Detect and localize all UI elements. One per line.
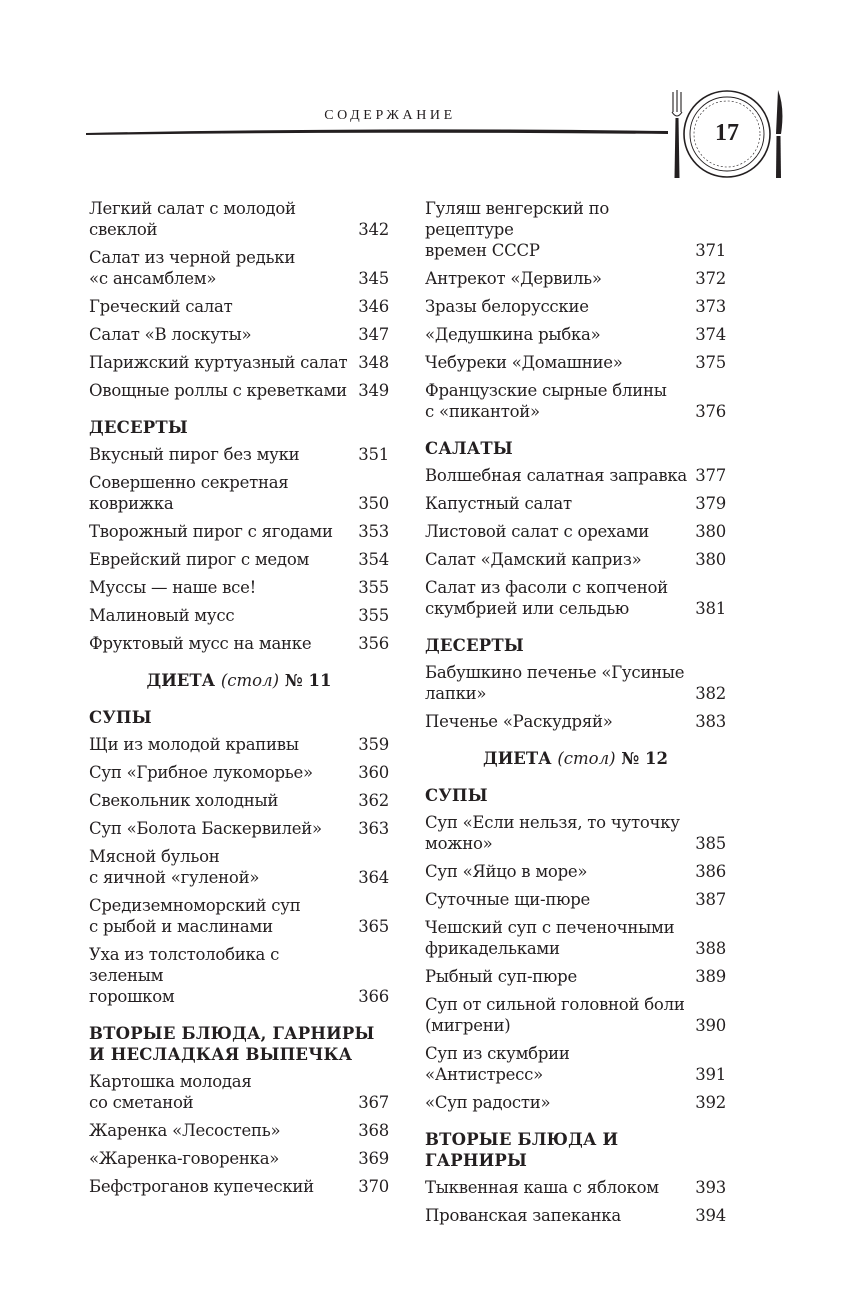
- toc-entry-title: Щи из молодой крапивы: [89, 735, 299, 754]
- section-heading: ДЕСЕРТЫ: [89, 418, 188, 437]
- toc-entry-page: 362: [358, 791, 389, 810]
- toc-entry-title: Салат из черной редьки «с ансамблем»: [89, 248, 296, 288]
- toc-entry[interactable]: [89, 944, 389, 1007]
- toc-entry-page: 379: [695, 494, 726, 513]
- toc-entry[interactable]: [425, 521, 726, 542]
- toc-entry[interactable]: [425, 1043, 726, 1085]
- toc-entry-page: 394: [695, 1206, 726, 1225]
- toc-entry[interactable]: [425, 812, 726, 854]
- toc-entry[interactable]: [89, 895, 389, 937]
- toc-entry[interactable]: [89, 1148, 389, 1169]
- toc-entry-page: 351: [358, 445, 389, 464]
- toc-entry-title: Уха из толстолобика с зеленым горошком: [89, 945, 280, 1006]
- toc-entry-title: Суп «Если нельзя, то чуточку можно»: [425, 813, 680, 853]
- toc-entry-title: Муссы — наше все!: [89, 578, 257, 597]
- toc-entry-page: 372: [695, 269, 726, 288]
- toc-entry-page: 350: [358, 494, 389, 513]
- toc-entry-page: 392: [695, 1093, 726, 1112]
- toc-entry-page: 354: [358, 550, 389, 569]
- toc-entry-title: Рыбный суп-пюре: [425, 967, 578, 986]
- toc-entry-page: 359: [358, 735, 389, 754]
- toc-entry-page: 347: [358, 325, 389, 344]
- toc-entry[interactable]: [89, 577, 389, 598]
- toc-entry-page: 381: [695, 599, 726, 618]
- toc-left-column: [89, 198, 389, 1204]
- toc-entry-title: Зразы белорусские: [425, 297, 589, 316]
- toc-entry[interactable]: [425, 493, 726, 514]
- toc-entry[interactable]: [89, 1120, 389, 1141]
- toc-entry[interactable]: [89, 790, 389, 811]
- toc-entry-page: 383: [695, 712, 726, 731]
- toc-entry-title: Французские сырные блины с «пикантой»: [425, 381, 667, 421]
- toc-entry[interactable]: [425, 549, 726, 570]
- toc-entry[interactable]: [89, 633, 389, 654]
- diet-table-note: (стол): [220, 671, 280, 690]
- toc-entry-title: Волшебная салатная заправка: [425, 466, 688, 485]
- toc-entry-page: 376: [695, 402, 726, 421]
- toc-entry-title: Листовой салат с орехами: [425, 522, 650, 541]
- toc-entry-title: Антрекот «Дервиль»: [425, 269, 602, 288]
- toc-entry[interactable]: [89, 380, 389, 401]
- toc-entry-page: 348: [358, 353, 389, 372]
- toc-entry[interactable]: [425, 380, 726, 422]
- toc-entry[interactable]: [425, 1205, 726, 1226]
- section-heading: САЛАТЫ: [425, 439, 513, 458]
- toc-entry[interactable]: [89, 352, 389, 373]
- toc-entry-page: 390: [695, 1016, 726, 1035]
- toc-entry[interactable]: [89, 549, 389, 570]
- toc-entry-title: Суп от сильной головной боли (мигрени): [425, 995, 685, 1035]
- toc-entry-page: 373: [695, 297, 726, 316]
- toc-entry[interactable]: [425, 324, 726, 345]
- diet-heading: [425, 748, 726, 769]
- toc-entry-title: Греческий салат: [89, 297, 233, 316]
- toc-entry[interactable]: [425, 465, 726, 486]
- toc-entry[interactable]: [425, 966, 726, 987]
- diet-label: ДИЕТА: [146, 671, 221, 690]
- toc-entry-title: «Дедушкина рыбка»: [425, 325, 601, 344]
- toc-entry-page: 391: [695, 1065, 726, 1084]
- toc-entry[interactable]: [89, 324, 389, 345]
- toc-entry-title: Салат из фасоли с копченой скумбрией или сельдью: [425, 578, 668, 618]
- toc-entry[interactable]: [425, 1092, 726, 1113]
- toc-entry-title: Тыквенная каша с яблоком: [425, 1178, 659, 1197]
- toc-entry-page: 393: [695, 1178, 726, 1197]
- toc-entry-page: 385: [695, 834, 726, 853]
- toc-entry-page: 389: [695, 967, 726, 986]
- toc-entry[interactable]: [425, 296, 726, 317]
- toc-entry-title: Печенье «Раскудряй»: [425, 712, 613, 731]
- toc-entry-title: «Суп радости»: [425, 1093, 551, 1112]
- diet-label: ДИЕТА: [483, 749, 558, 768]
- toc-entry[interactable]: [89, 1176, 389, 1197]
- toc-entry-page: 355: [358, 606, 389, 625]
- toc-entry-title: Гуляш венгерский по рецептуре времен СССР: [425, 199, 610, 260]
- toc-entry-title: Совершенно секретная коврижка: [89, 473, 289, 513]
- running-head: СОДЕРЖАНИЕ: [324, 108, 456, 123]
- toc-entry-title: Картошка молодая со сметаной: [89, 1072, 252, 1112]
- toc-entry[interactable]: [89, 521, 389, 542]
- diet-number: № 12: [615, 749, 668, 768]
- section-heading: СУПЫ: [89, 708, 152, 727]
- toc-right-column: [425, 198, 726, 1233]
- toc-entry-title: Суп «Болота Баскервилей»: [89, 819, 322, 838]
- toc-entry[interactable]: [425, 711, 726, 732]
- toc-entry[interactable]: [425, 352, 726, 373]
- toc-entry-page: 387: [695, 890, 726, 909]
- toc-entry-title: Салат «Дамский каприз»: [425, 550, 642, 569]
- toc-entry[interactable]: [89, 846, 389, 888]
- toc-entry[interactable]: [89, 605, 389, 626]
- toc-entry-title: Чешский суп с печеночными фрикадельками: [425, 918, 675, 958]
- toc-entry-title: Овощные роллы с креветками: [89, 381, 347, 400]
- toc-entry-page: 367: [358, 1093, 389, 1112]
- toc-entry[interactable]: [89, 472, 389, 514]
- header-rule: [86, 127, 668, 139]
- toc-entry[interactable]: [89, 198, 389, 240]
- toc-entry[interactable]: [89, 734, 389, 755]
- toc-entry[interactable]: [425, 268, 726, 289]
- toc-entry[interactable]: [425, 198, 726, 261]
- toc-entry-title: Капустный салат: [425, 494, 572, 513]
- toc-entry-page: 374: [695, 325, 726, 344]
- toc-entry-page: 349: [358, 381, 389, 400]
- toc-entry-page: 363: [358, 819, 389, 838]
- toc-entry-title: Легкий салат с молодой свеклой: [89, 199, 296, 239]
- page-number: 17: [715, 120, 739, 146]
- toc-entry-page: 382: [695, 684, 726, 703]
- section-heading: ДЕСЕРТЫ: [425, 636, 524, 655]
- toc-entry[interactable]: [425, 577, 726, 619]
- toc-entry-page: 388: [695, 939, 726, 958]
- toc-entry-page: 346: [358, 297, 389, 316]
- toc-entry-page: 380: [695, 550, 726, 569]
- toc-entry[interactable]: [89, 818, 389, 839]
- toc-entry-page: 371: [695, 241, 726, 260]
- section-heading: ВТОРЫЕ БЛЮДА, ГАРНИРЫ И НЕСЛАДКАЯ ВЫПЕЧКА: [89, 1024, 375, 1064]
- toc-entry-page: 356: [358, 634, 389, 653]
- toc-entry[interactable]: [425, 917, 726, 959]
- toc-entry[interactable]: [89, 247, 389, 289]
- toc-entry-title: «Жаренка-говоренка»: [89, 1149, 280, 1168]
- section-heading: СУПЫ: [425, 786, 488, 805]
- toc-entry[interactable]: [425, 994, 726, 1036]
- toc-entry-title: Творожный пирог с ягодами: [89, 522, 333, 541]
- toc-entry-page: 360: [358, 763, 389, 782]
- toc-entry[interactable]: [89, 1071, 389, 1113]
- toc-entry-title: Суп из скумбрии «Антистресс»: [425, 1044, 570, 1084]
- toc-entry-title: Фруктовый мусс на манке: [89, 634, 312, 653]
- toc-entry-title: Бефстроганов купеческий: [89, 1177, 314, 1196]
- toc-entry-title: Суточные щи-пюре: [425, 890, 591, 909]
- toc-entry-title: Парижский куртуазный салат: [89, 353, 348, 372]
- toc-entry-page: 375: [695, 353, 726, 372]
- toc-entry-page: 365: [358, 917, 389, 936]
- toc-entry-page: 386: [695, 862, 726, 881]
- toc-entry[interactable]: [89, 296, 389, 317]
- toc-entry-page: 369: [358, 1149, 389, 1168]
- toc-entry[interactable]: [425, 889, 726, 910]
- toc-entry-page: 377: [695, 466, 726, 485]
- toc-entry-page: 364: [358, 868, 389, 887]
- toc-entry[interactable]: [425, 861, 726, 882]
- toc-entry-title: Вкусный пирог без муки: [89, 445, 300, 464]
- toc-entry[interactable]: [425, 662, 726, 704]
- diet-table-note: (стол): [557, 749, 616, 768]
- toc-entry-title: Свекольник холодный: [89, 791, 279, 810]
- toc-entry-title: Салат «В лоскуты»: [89, 325, 252, 344]
- toc-entry-title: Прованская запеканка: [425, 1206, 621, 1225]
- toc-entry-page: 380: [695, 522, 726, 541]
- toc-entry-title: Суп «Яйцо в море»: [425, 862, 588, 881]
- toc-entry-title: Мясной бульон с яичной «гуленой»: [89, 847, 260, 887]
- toc-entry[interactable]: [89, 762, 389, 783]
- toc-entry-title: Суп «Грибное лукоморье»: [89, 763, 313, 782]
- toc-entry-title: Средиземноморский суп с рыбой и маслинами: [89, 896, 301, 936]
- diet-number: № 11: [279, 671, 332, 690]
- toc-entry-page: 368: [358, 1121, 389, 1140]
- toc-entry-page: 355: [358, 578, 389, 597]
- toc-entry[interactable]: [425, 1177, 726, 1198]
- toc-entry-title: Жаренка «Лесостепь»: [89, 1121, 281, 1140]
- toc-entry-title: Еврейский пирог с медом: [89, 550, 310, 569]
- toc-entry-page: 370: [358, 1177, 389, 1196]
- toc-entry-title: Бабушкино печенье «Гусиные лапки»: [425, 663, 685, 703]
- diet-heading: [89, 670, 389, 691]
- toc-entry-page: 353: [358, 522, 389, 541]
- toc-entry-page: 345: [358, 269, 389, 288]
- toc-entry-title: Малиновый мусс: [89, 606, 235, 625]
- toc-entry-page: 366: [358, 987, 389, 1006]
- toc-entry[interactable]: [89, 444, 389, 465]
- section-heading: ВТОРЫЕ БЛЮДА И ГАРНИРЫ: [425, 1130, 619, 1170]
- toc-entry-page: 342: [358, 220, 389, 239]
- toc-entry-title: Чебуреки «Домашние»: [425, 353, 623, 372]
